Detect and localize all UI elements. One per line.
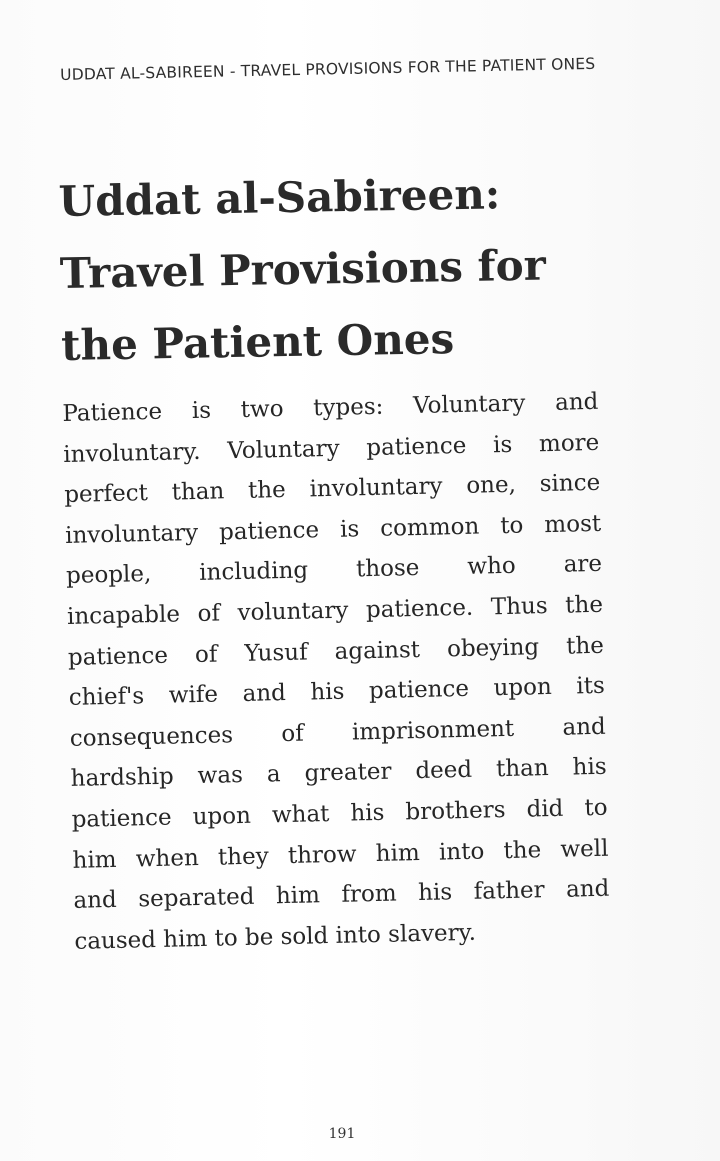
body-line: patience of Yusuf against obeying the: [67, 632, 605, 671]
body-line: caused him to be sold into slavery.: [74, 919, 477, 955]
chapter-title: [58, 156, 622, 382]
body-line: hardship was a greater deed than his: [70, 754, 607, 793]
body-line: incapable of voluntary patience. Thus the: [66, 591, 604, 630]
body-line: people, including those who are: [65, 551, 603, 590]
page-number: 191: [328, 1126, 356, 1142]
body-line: chief's wife and his patience upon its: [68, 672, 606, 712]
chapter-title-line: the Patient Ones: [60, 314, 455, 370]
body-line: consequences of imprisonment and: [69, 713, 606, 752]
body-line: patience upon what his brothers did to: [71, 794, 608, 833]
chapter-title-line: Travel Provisions for: [59, 240, 547, 298]
body-line: him when they throw him into the well: [72, 835, 609, 874]
body-line: perfect than the involuntary one, since: [64, 470, 601, 509]
chapter-title-line: Uddat al-Sabireen:: [58, 169, 501, 226]
body-line: involuntary. Voluntary patience is more: [63, 429, 600, 468]
running-head: UDDAT AL-SABIREEN - TRAVEL PROVISIONS FOR THE PATIENT ONES: [60, 54, 596, 84]
body-paragraph: [62, 382, 611, 962]
body-line: involuntary patience is common to most: [64, 510, 602, 549]
body-line: and separated him from his father and: [73, 875, 610, 914]
body-line: Patience is two types: Voluntary and: [62, 388, 599, 427]
